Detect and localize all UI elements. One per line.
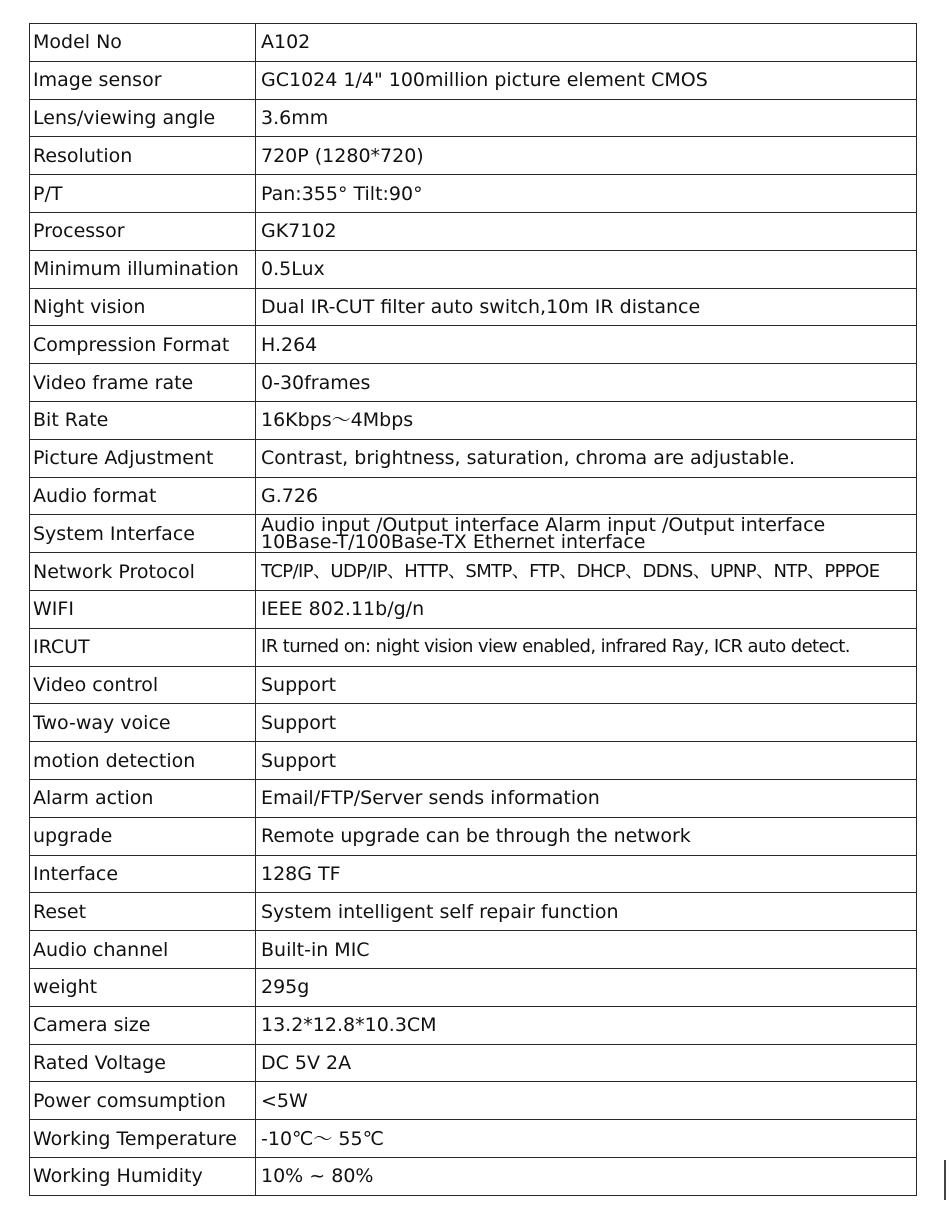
- spec-value: DC 5V 2A: [256, 1044, 917, 1082]
- spec-value: -10℃～ 55℃: [256, 1120, 917, 1158]
- spec-value: 3.6mm: [256, 99, 917, 137]
- spec-row-ircut: [30, 628, 917, 666]
- spec-value: System intelligent self repair function: [256, 893, 917, 931]
- spec-label: Lens/viewing angle: [30, 99, 256, 137]
- spec-row-wifi: [30, 590, 917, 628]
- spec-row-video-control: [30, 666, 917, 704]
- spec-row-image-sensor: [30, 61, 917, 99]
- spec-label: Camera size: [30, 1006, 256, 1044]
- spec-value: Dual IR-CUT filter auto switch,10m IR distance: [256, 288, 917, 326]
- spec-row-compression-format: [30, 326, 917, 364]
- spec-value: G.726: [256, 477, 917, 515]
- spec-label: Interface: [30, 855, 256, 893]
- spec-label: Network Protocol: [30, 553, 256, 591]
- spec-value: 16Kbps～4Mbps: [256, 401, 917, 439]
- spec-value: Remote upgrade can be through the network: [256, 817, 917, 855]
- spec-row-audio-format: [30, 477, 917, 515]
- spec-value: 0-30frames: [256, 364, 917, 402]
- spec-label: Night vision: [30, 288, 256, 326]
- spec-row-rated-voltage: [30, 1044, 917, 1082]
- spec-value: <5W: [256, 1082, 917, 1120]
- spec-value: GK7102: [256, 212, 917, 250]
- spec-value: Pan:355° Tilt:90°: [256, 175, 917, 213]
- spec-label: upgrade: [30, 817, 256, 855]
- spec-row-interface: [30, 855, 917, 893]
- spec-label: Alarm action: [30, 779, 256, 817]
- spec-value: Support: [256, 666, 917, 704]
- spec-value: 10% ~ 80%: [256, 1157, 917, 1195]
- spec-value: [256, 515, 917, 553]
- spec-row-audio-channel: [30, 931, 917, 969]
- spec-label: Power comsumption: [30, 1082, 256, 1120]
- spec-value: 720P (1280*720): [256, 137, 917, 175]
- spec-label: Rated Voltage: [30, 1044, 256, 1082]
- spec-row-minimum-illumination: [30, 250, 917, 288]
- spec-label: Working Temperature: [30, 1120, 256, 1158]
- spec-label: motion detection: [30, 742, 256, 780]
- spec-value-line: Audio input /Output interface Alarm input /Output interface: [261, 514, 826, 536]
- spec-label: Picture Adjustment: [30, 439, 256, 477]
- spec-row-night-vision: [30, 288, 917, 326]
- spec-value: Email/FTP/Server sends information: [256, 779, 917, 817]
- spec-row-upgrade: [30, 817, 917, 855]
- spec-label: Video control: [30, 666, 256, 704]
- spec-row-network-protocol: [30, 553, 917, 591]
- spec-label: Two-way voice: [30, 704, 256, 742]
- spec-value: A102: [256, 24, 917, 62]
- spec-label: Working Humidity: [30, 1157, 256, 1195]
- spec-value: Built-in MIC: [256, 931, 917, 969]
- spec-row-power-consumption: [30, 1082, 917, 1120]
- spec-row-working-humidity: [30, 1157, 917, 1195]
- spec-row-bit-rate: [30, 401, 917, 439]
- spec-label: Bit Rate: [30, 401, 256, 439]
- spec-value: Support: [256, 742, 917, 780]
- spec-row-camera-size: [30, 1006, 917, 1044]
- spec-row-working-temperature: [30, 1120, 917, 1158]
- spec-row-video-frame-rate: [30, 364, 917, 402]
- spec-row-two-way-voice: [30, 704, 917, 742]
- spec-label: Audio format: [30, 477, 256, 515]
- spec-value: 0.5Lux: [256, 250, 917, 288]
- spec-value: IEEE 802.11b/g/n: [256, 590, 917, 628]
- spec-label: weight: [30, 968, 256, 1006]
- spec-value: IR turned on: night vision view enabled, infrared Ray, ICR auto detect.: [256, 628, 917, 666]
- spec-value: 13.2*12.8*10.3CM: [256, 1006, 917, 1044]
- spec-row-resolution: [30, 137, 917, 175]
- spec-value: Contrast, brightness, saturation, chroma are adjustable.: [256, 439, 917, 477]
- spec-row-model-no: [30, 24, 917, 62]
- spec-label: P/T: [30, 175, 256, 213]
- spec-label: Image sensor: [30, 61, 256, 99]
- spec-label: Processor: [30, 212, 256, 250]
- spec-table-body: [30, 24, 917, 1196]
- spec-label: WIFI: [30, 590, 256, 628]
- spec-value-line: 10Base-T/100Base-TX Ethernet interface: [261, 530, 646, 553]
- spec-row-reset: [30, 893, 917, 931]
- spec-row-motion-detection: [30, 742, 917, 780]
- right-edge-divider: [944, 1160, 950, 1200]
- spec-label: Audio channel: [30, 931, 256, 969]
- spec-label: Video frame rate: [30, 364, 256, 402]
- spec-row-weight: [30, 968, 917, 1006]
- spec-value: 128G TF: [256, 855, 917, 893]
- spec-value: H.264: [256, 326, 917, 364]
- spec-value: TCP/IP、UDP/IP、HTTP、SMTP、FTP、DHCP、DDNS、UPNP、NTP、PPPOE: [256, 553, 917, 591]
- spec-label: Minimum illumination: [30, 250, 256, 288]
- spec-label: Reset: [30, 893, 256, 931]
- spec-label: Model No: [30, 24, 256, 62]
- spec-label: IRCUT: [30, 628, 256, 666]
- spec-row-processor: [30, 212, 917, 250]
- spec-value: 295g: [256, 968, 917, 1006]
- spec-table: [29, 23, 917, 1196]
- spec-row-system-interface: [30, 515, 917, 553]
- spec-value: GC1024 1/4" 100million picture element CMOS: [256, 61, 917, 99]
- spec-value: Support: [256, 704, 917, 742]
- spec-row-picture-adjustment: [30, 439, 917, 477]
- spec-row-lens: [30, 99, 917, 137]
- spec-label: System Interface: [30, 515, 256, 553]
- spec-label: Compression Format: [30, 326, 256, 364]
- spec-row-alarm-action: [30, 779, 917, 817]
- spec-label: Resolution: [30, 137, 256, 175]
- spec-row-pan-tilt: [30, 175, 917, 213]
